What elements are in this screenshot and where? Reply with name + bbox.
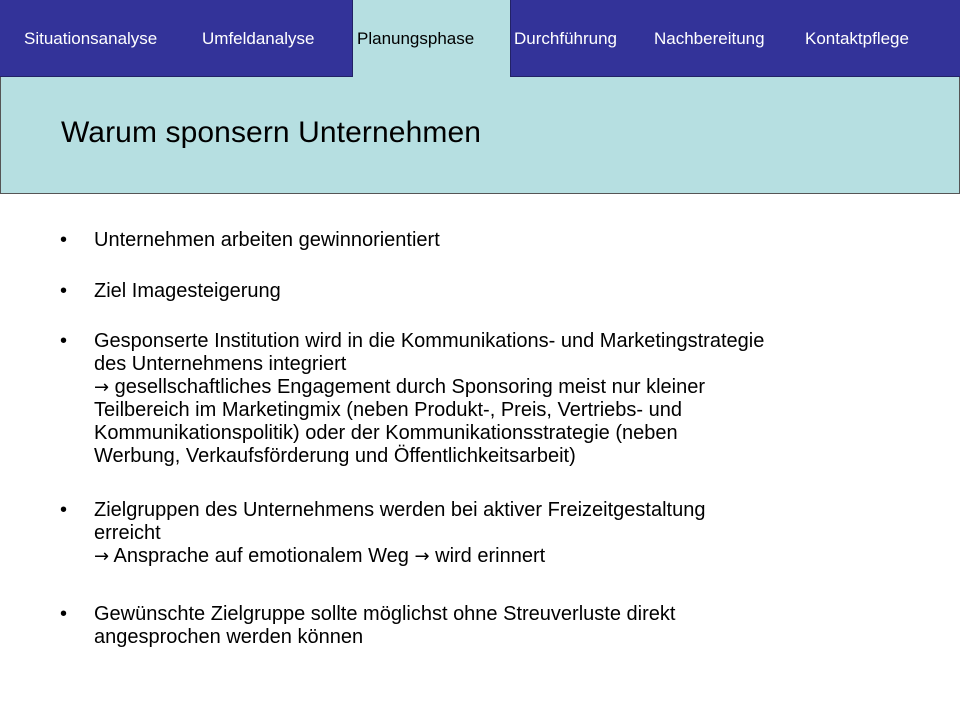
bullet-line: angesprochen werden können [94,626,364,648]
tab-kontaktpflege[interactable] [798,0,960,77]
bullet-dot: • [60,229,68,251]
bullet-text [94,229,914,252]
tab-situationsanalyse[interactable] [0,0,200,77]
bullet-text [94,603,914,649]
bullet-line: Zielgruppen des Unternehmens werden bei aktiver Freizeitgestaltung [94,499,706,521]
bullet-text [94,280,914,303]
bullet-dot: • [60,499,68,521]
bullet-line [94,545,914,568]
bullet-line: Gesponserte Institution wird in die Kommunikations- und Marketingstrategie [94,330,765,352]
arrow-right-icon: → [94,546,110,567]
top-navigation [0,0,960,77]
bullet-text [94,330,914,468]
bullet-line: Kommunikationspolitik) oder der Kommunikationsstrategie (neben [94,422,678,444]
tab-kontaktpflege-label: Kontaktpflege [805,29,909,48]
tab-umfeldanalyse[interactable] [200,0,352,77]
arrow-right-icon: → [94,377,110,398]
tab-planungsphase-label: Planungsphase [357,29,475,48]
tab-nachbereitung[interactable] [648,0,798,77]
tab-umfeldanalyse-label: Umfeldanalyse [202,29,315,48]
bullet-line: Werbung, Verkaufsförderung und Öffentlichkeitsarbeit) [94,445,576,467]
bullet-line: Unternehmen arbeiten gewinnorientiert [94,229,440,251]
tab-durchfuehrung[interactable] [511,0,648,77]
bullet-line: Gewünschte Zielgruppe sollte möglichst ohne Streuverluste direkt [94,603,676,625]
tab-situationsanalyse-label: Situationsanalyse [24,29,158,48]
tab-durchfuehrung-label: Durchführung [514,29,618,48]
bullet-text [94,499,914,568]
bullet-line: erreicht [94,522,161,544]
slide-title: Warum sponsern Unternehmen [61,116,482,149]
bullet-line-text: wird erinnert [435,545,546,567]
tab-planungsphase[interactable] [352,0,511,77]
bullet-line-text: Ansprache auf emotionalem Weg [113,545,409,567]
bullet-line: Teilbereich im Marketingmix (neben Produkt-, Preis, Vertriebs- und [94,399,683,421]
title-band [0,77,960,194]
tab-nachbereitung-label: Nachbereitung [654,29,765,48]
bullet-dot: • [60,280,68,302]
bullet-line [94,376,914,399]
bullet-line-text: gesellschaftliches Engagement durch Sponsoring meist nur kleiner [114,376,705,398]
arrow-right-icon: → [414,546,430,567]
bullet-line: des Unternehmens integriert [94,353,347,375]
bullet-dot: • [60,330,68,352]
bullet-dot: • [60,603,68,625]
bullet-line: Ziel Imagesteigerung [94,280,281,302]
